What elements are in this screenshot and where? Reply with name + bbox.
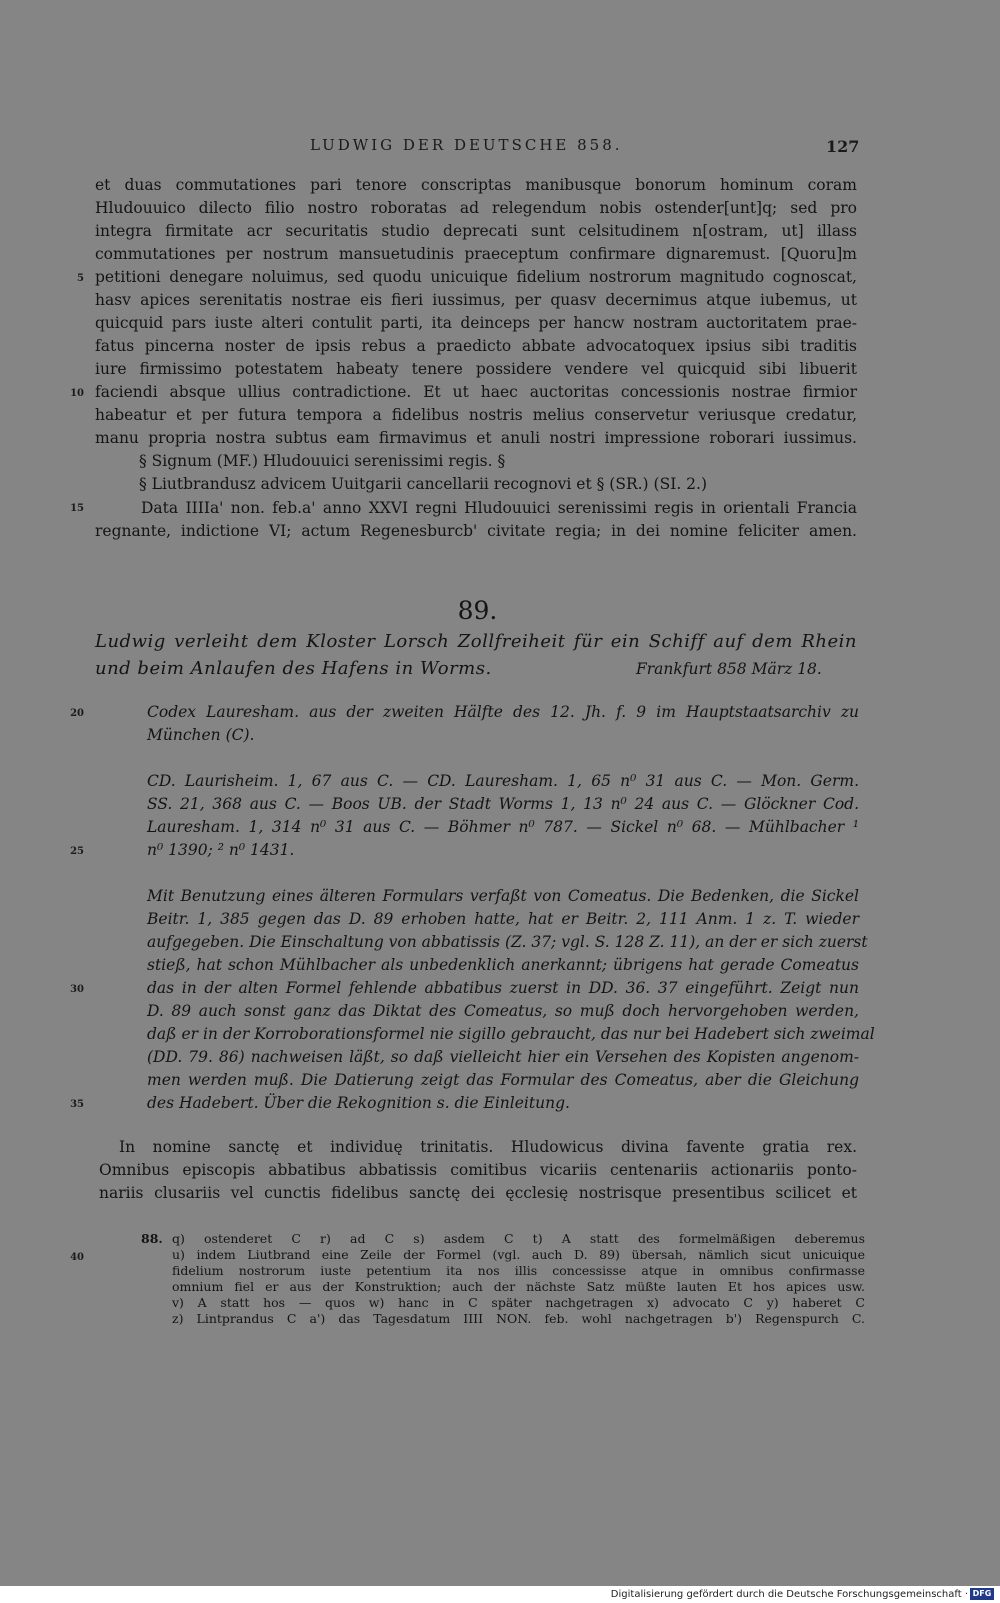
page-header bbox=[0, 136, 1000, 158]
line-number: 20 bbox=[70, 708, 84, 719]
signum-line: § Signum (MF.) Hludouuici serenissimi regis. § bbox=[139, 452, 506, 470]
charter-text-line: In nomine sanctę et individuę trinitatis. Hludowicus divina favente gratia rex. bbox=[119, 1138, 857, 1156]
footnote-line: fidelium nostrorum iuste petentium ita nos illis concessisse atque in omnibus confirmasse bbox=[172, 1263, 865, 1278]
line-number: 40 bbox=[70, 1252, 84, 1263]
regest-line: Ludwig verleiht dem Kloster Lorsch Zollfreiheit für ein Schiff auf dem Rhein bbox=[95, 631, 857, 652]
commentary-line: das in der alten Formel fehlende abbatibus zuerst in DD. 36. 37 eingeführt. Zeigt nun bbox=[147, 979, 859, 997]
commentary-line: Mit Benutzung eines älteren Formulars verfaßt von Comeatus. Die Bedenken, die Sickel bbox=[147, 887, 859, 905]
running-title: LUDWIG DER DEUTSCHE 858. bbox=[310, 136, 623, 154]
source-line: Codex Lauresham. aus der zweiten Hälfte des 12. Jh. f. 9 im Hauptstaatsarchiv zu bbox=[147, 703, 859, 721]
footnote-line: u) indem Liutbrand eine Zeile der Formel (vgl. auch D. 89) übersah, nämlich sicut unicuique bbox=[172, 1247, 865, 1262]
commentary-line: D. 89 auch sonst ganz das Diktat des Comeatus, so muß doch hervorgehoben werden, bbox=[147, 1002, 859, 1020]
line-number: 30 bbox=[70, 984, 84, 995]
line-number: 35 bbox=[70, 1099, 84, 1110]
body-line: petitioni denegare noluimus, sed quodu unicuique fidelium nostrorum magnitudo cognoscat, bbox=[95, 268, 857, 286]
dfg-logo-icon: DFG bbox=[970, 1588, 994, 1600]
digitization-credit: Digitalisierung gefördert durch die Deutsche Forschungsgemeinschaft · bbox=[610, 1589, 968, 1600]
body-line: Hludouuico dilecto filio nostro roboratas ad relegendum nobis ostender[unt]q; sed pro bbox=[95, 199, 857, 217]
commentary-line: des Hadebert. Über die Rekognition s. die Einleitung. bbox=[147, 1094, 570, 1112]
source-line: München (C). bbox=[147, 726, 255, 744]
edition-line: Lauresham. 1, 314 n⁰ 31 aus C. — Böhmer n⁰ 787. — Sickel n⁰ 68. — Mühlbacher ¹ bbox=[147, 818, 859, 836]
commentary-line: stieß, hat schon Mühlbacher als unbedenklich anerkannt; übrigens hat gerade Comeatus bbox=[147, 956, 859, 974]
body-line: manu propria nostra subtus eam firmavimus et anuli nostri impressione roborari iussimus. bbox=[95, 429, 857, 447]
body-line: faciendi absque ullius contradictione. Et ut haec auctoritas concessionis nostrae firmior bbox=[95, 383, 857, 401]
charter-text-line: nariis clusariis vel cunctis fidelibus sanctę dei ęcclesię nostrisque presentibus scilicet et bbox=[99, 1184, 857, 1202]
body-line: quicquid pars iuste alteri contulit parti, ita deinceps per hancw nostram auctoritatem prae- bbox=[95, 314, 857, 332]
line-number: 5 bbox=[77, 273, 84, 284]
body-line: habeatur et per futura tempora a fidelibus nostris melius conservetur veriusque credatur, bbox=[95, 406, 857, 424]
body-line: hasv apices serenitatis nostrae eis fieri iussimus, per quasv decernimus atque iubemus, ut bbox=[95, 291, 857, 309]
footnote-doc-number: 88. bbox=[141, 1231, 163, 1246]
dating-line: regnante, indictione VI; actum Regenesburcb' civitate regia; in dei nomine feliciter amen. bbox=[95, 522, 857, 540]
regest-line: und beim Anlaufen des Hafens in Worms. bbox=[95, 658, 492, 679]
page-number: 127 bbox=[826, 137, 860, 156]
commentary-line: (DD. 79. 86) nachweisen läßt, so daß vielleicht hier ein Versehen des Kopisten angenom- bbox=[147, 1048, 859, 1066]
line-number: 15 bbox=[70, 503, 84, 514]
edition-line: n⁰ 1390; ² n⁰ 1431. bbox=[147, 841, 295, 859]
body-line: et duas commutationes pari tenore conscriptas manibusque bonorum hominum coram bbox=[95, 176, 857, 194]
line-number: 10 bbox=[70, 388, 84, 399]
dating-line: Data IIIIa' non. feb.a' anno XXVI regni Hludouuici serenissimi regis in orientali Francia bbox=[141, 499, 857, 517]
line-number: 25 bbox=[70, 846, 84, 857]
footnote-line: z) Lintprandus C a') das Tagesdatum IIII NON. feb. wohl nachgetragen b') Regenspurch C. bbox=[172, 1311, 865, 1326]
recognition-line: § Liutbrandusz advicem Uuitgarii cancellarii recognovi et § (SR.) (SI. 2.) bbox=[139, 475, 708, 493]
body-line: commutationes per nostrum mansuetudinis praeceptum confirmare dignaremust. [Quoru]m bbox=[95, 245, 857, 263]
charter-text-line: Omnibus episcopis abbatibus abbatissis comitibus vicariis centenariis actionariis ponto- bbox=[99, 1161, 857, 1179]
footnote-line: omnium fiel er aus der Konstruktion; auch der nächste Satz müßte lauten Et hos apices usw. bbox=[172, 1279, 865, 1294]
commentary-line: aufgegeben. Die Einschaltung von abbatissis (Z. 37; vgl. S. 128 Z. 11), an der er sich zuerst bbox=[147, 933, 868, 951]
body-line: iure firmissimo potestatem habeaty tenere possidere vendere vel quicquid sibi libuerit bbox=[95, 360, 857, 378]
edition-line: SS. 21, 368 aus C. — Boos UB. der Stadt Worms 1, 13 n⁰ 24 aus C. — Glöckner Cod. bbox=[147, 795, 859, 813]
body-line: integra firmitate acr securitatis studio deprecati sunt celsitudinem n[ostram, ut] illass bbox=[95, 222, 857, 240]
edition-line: CD. Laurisheim. 1, 67 aus C. — CD. Lauresham. 1, 65 n⁰ 31 aus C. — Mon. Germ. bbox=[147, 772, 859, 790]
commentary-line: daß er in der Korroborationsformel nie sigillo gebraucht, das nur bei Hadebert sich zweimal bbox=[147, 1025, 875, 1043]
commentary-line: Beitr. 1, 385 gegen das D. 89 erhoben hatte, hat er Beitr. 2, 111 Anm. 1 z. T. wieder bbox=[147, 910, 859, 928]
body-line: fatus pincerna noster de ipsis rebus a praedicto abbate advocatoquex ipsius sibi traditis bbox=[95, 337, 857, 355]
regest-dateline: Frankfurt 858 März 18. bbox=[636, 660, 822, 678]
document-number: 89. bbox=[457, 596, 498, 625]
footnote-line: q) ostenderet C r) ad C s) asdem C t) A statt des formelmäßigen deberemus bbox=[172, 1231, 865, 1246]
commentary-line: men werden muß. Die Datierung zeigt das Formular des Comeatus, aber die Gleichung bbox=[147, 1071, 859, 1089]
footnote-line: v) A statt hos — quos w) hanc in C später nachgetragen x) advocato C y) haberet C bbox=[172, 1295, 865, 1310]
